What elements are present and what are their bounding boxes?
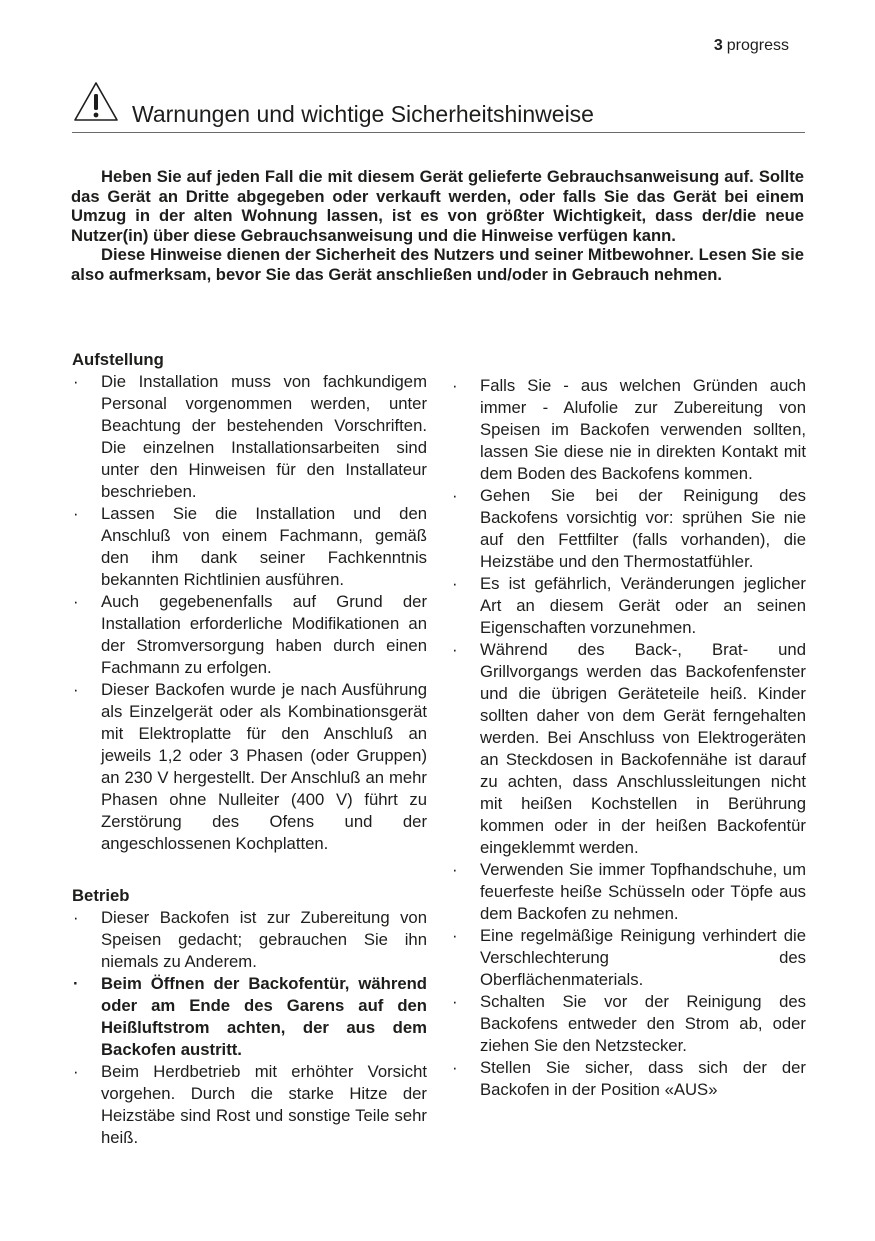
right-column xyxy=(450,375,806,1101)
left-column xyxy=(71,349,427,1149)
brand-name: progress xyxy=(726,37,789,54)
intro-paragraph: Diese Hinweise dienen der Sicherheit des Nutzers und seiner Mitbewohner. Lesen Sie sie also aufmerksam, bevor Sie das Gerät anschließen und/oder in Gebrauch nehmen. xyxy=(71,245,804,284)
list-item: · Verwenden Sie immer Topfhandschuhe, um feuerfeste heiße Schüsseln oder Töpfe aus dem Backofen zu nehmen. xyxy=(450,859,806,925)
betrieb-list xyxy=(71,907,427,1149)
page-number: 3 xyxy=(713,37,723,54)
section-title-row xyxy=(72,80,805,133)
list-item: · Beim Herdbetrieb mit erhöhter Vorsicht vorgehen. Durch die starke Hitze der Heizstäbe sind Rost und sonstige Teile sehr heiß. xyxy=(71,1061,427,1149)
intro-paragraph: Heben Sie auf jeden Fall die mit diesem Gerät gelieferte Gebrauchsanweisung auf. Sollte das Gerät an Dritte abgegeben oder verkauft werden, oder falls Sie das Gerät bei einem Umzug in der alten Wohnung lassen, ist es von größter Wichtigkeit, dass der/die neue Nutzer(in) über diese Gebrauchsanweisung und die Hinweise verfügen kann. xyxy=(71,167,804,245)
list-item: · Gehen Sie bei der Reinigung des Backofens vorsichtig vor: sprühen Sie nie auf den Fettfilter (falls vorhanden), die Heizstäbe und den Thermostatfühler. xyxy=(450,485,806,573)
list-item: · Stellen Sie sicher, dass sich der der Backofen in der Position «AUS» xyxy=(450,1057,806,1101)
page-title: Warnungen und wichtige Sicherheitshinweise xyxy=(132,101,594,127)
list-item: · Dieser Backofen wurde je nach Ausführung als Einzelgerät oder als Kombinationsgerät mit Elektroplatte für den Anschluß an jeweils 1,2 oder 3 Phasen (oder Gruppen) an 230 V hergestellt. Der Anschluß an mehr Phasen ohne Nulleiter (400 V) führt zu Zerstörung des Ofens und der angeschlossenen Kochplatten. xyxy=(71,679,427,855)
list-item: · Beim Öffnen der Backofentür, während oder am Ende des Garens auf den Heißluftstrom achten, der aus dem Backofen austritt. xyxy=(71,973,427,1061)
page-header xyxy=(714,37,789,55)
intro-text xyxy=(71,167,804,285)
heading-aufstellung: Aufstellung xyxy=(72,350,164,369)
warning-icon xyxy=(72,80,120,124)
list-item: · Eine regelmäßige Reinigung verhindert die Verschlechterung des Oberflächenmaterials. xyxy=(450,925,806,991)
list-item: · Auch gegebenenfalls auf Grund der Installation erforderliche Modifikationen an der Stromversorgung haben durch einen Fachmann zu erfolgen. xyxy=(71,591,427,679)
list-item: · Schalten Sie vor der Reinigung des Backofens entweder den Strom ab, oder ziehen Sie den Netzstecker. xyxy=(450,991,806,1057)
list-item: · Es ist gefährlich, Veränderungen jeglicher Art an diesem Gerät oder an seinen Eigenschaften vorzunehmen. xyxy=(450,573,806,639)
list-item: · Dieser Backofen ist zur Zubereitung von Speisen gedacht; gebrauchen Sie ihn niemals zu Anderem. xyxy=(71,907,427,973)
right-list xyxy=(450,375,806,1101)
list-item: · Während des Back-, Brat- und Grillvorgangs werden das Backofenfenster und die übrigen Geräteteile heiß. Kinder sollten daher von dem Gerät ferngehalten werden. Bei Anschluss von Elektrogeräten an Steckdosen in Backofennähe ist darauf zu achten, dass Anschlussleitungen nicht mit heißen Kochstellen in Berührung kommen oder in der heißen Backofentür eingeklemmt werden. xyxy=(450,639,806,859)
aufstellung-list xyxy=(71,371,427,855)
list-item: · Falls Sie - aus welchen Gründen auch immer - Alufolie zur Zubereitung von Speisen im Backofen verwenden sollten, lassen Sie diese nie in direkten Kontakt mit dem Boden des Backofens kommen. xyxy=(450,375,806,485)
list-item: · Die Installation muss von fachkundigem Personal vorgenommen werden, unter Beachtung der bestehenden Vorschriften. Die einzelnen Installationsarbeiten sind unter den Hinweisen für den Installateur beschrieben. xyxy=(71,371,427,503)
list-item: · Lassen Sie die Installation und den Anschluß von einem Fachmann, gemäß den ihm dank seiner Fachkenntnis bekannten Richtlinien ausführen. xyxy=(71,503,427,591)
heading-betrieb: Betrieb xyxy=(72,886,130,905)
